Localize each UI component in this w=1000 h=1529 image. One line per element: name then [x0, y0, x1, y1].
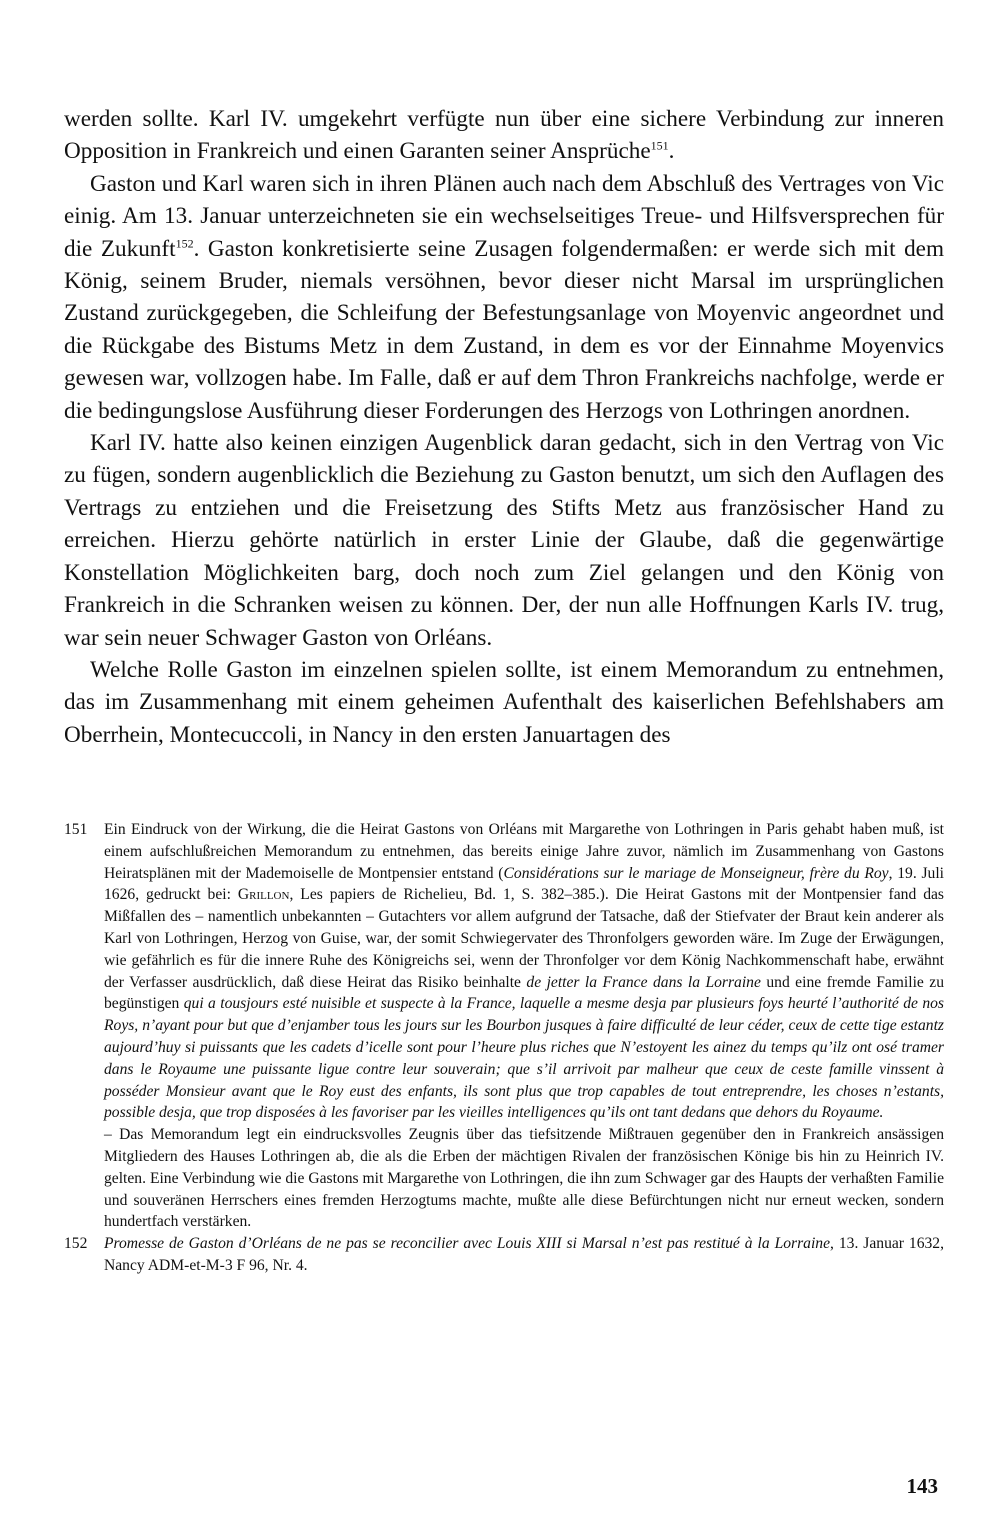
- footnote-151-part-1: Ein Eindruck von der Wirkung, die die Heirat Gastons von Orléans mit Margarethe von Lothringen in Paris gehabt haben muß, ist einem aufschlußreichen Memorandum zu entnehmen, das bereits einige Jahre zuvor, nämlich im Zusammenhang von Gastons Heiratsplänen mit der Mademoiselle de Montpensier entstand (: [104, 821, 944, 882]
- paragraph-3: Karl IV. hatte also keinen einzigen Augenblick daran gedacht, sich in den Vertrag von Vic zu fügen, sondern augenblicklich die Beziehung zu Gaston benutzt, um sich den Auflagen des Vertrags zu entziehen und die Freisetzung des Stifts Metz aus französischer Hand zu erreichen. Hierzu gehörte natürlich in erster Linie der Glaube, daß die gegenwärtige Konstellation Möglichkeiten barg, doch noch zum Ziel gelangen und den König von Frankreich in die Schranken weisen zu können. Der, der nun alle Hoffnungen Karls IV. trug, war sein neuer Schwager Gaston von Orléans.: [64, 430, 944, 651]
- footnotes: [64, 819, 944, 1277]
- footnote-152-number: 152: [64, 1235, 88, 1253]
- footnote-ref-152[interactable]: 152: [175, 235, 194, 250]
- paragraph-1-text: werden sollte. Karl IV. umgekehrt verfügte nun über eine sichere Verbindung zur inneren Opposition in Frankreich und einen Garanten seiner Ansprüche: [64, 106, 944, 165]
- footnote-151-part-3: , Les papiers de Richelieu, Bd. 1, S. 382–385.). Die Heirat Gastons mit der Montpensier fand das Mißfallen des – namentlich unbekannten – Gutachters vor allem aufgrund der Tatsache, daß der Stiefvater der Braut kein anderer als Karl von Lothringen, Herzog von Guise, war, der somit Schwiegervater des Thronfolgers geworden wäre. Im Zuge der Erwägungen, wie gefährlich es für die innere Ruhe des Königreichs sei, wenn der Thronfolger vor dem König Nachkommenschaft habe, erwähnt der Verfasser ausdrücklich, daß diese Heirat das Risiko beinhalte: [104, 886, 944, 991]
- footnote-151-quote-2: qui a tousjours esté nuisible et suspecte à la France, laquelle a mesme desja par plusieurs foys heurté l’authorité de nos Roys, n’ayant pour but que d’enjamber tous les jours sur les Bourbon jusques à faire difficulté de leur céder, ceux de cette tige estantz aujourd’huy si puissants que les cadets d’icelle sont pour l’heure plus riches que N’estoyent les ainez du temps qu’ilz ont osé tramer dans le Royaume une puissante ligue contre leur souverain; que s’il arrivoit par malheur que ceux de ceste famille vinssent à posséder Monsieur avant que le Roy eust des enfants, ils sont plus que trop capables de tout entreprendre, les choses n’estants, possible desja, que trop disposées à les favoriser par les vieilles intelligences qu’ils ont tant dedans que dehors du Royaume.: [104, 995, 944, 1122]
- footnote-151-text: [104, 819, 944, 1124]
- footnote-151-author: Grillon: [237, 886, 290, 904]
- footnote-152-source: , 13. Januar 1632, Nancy ADM-et-M-3 F 96, Nr. 4.: [104, 1235, 945, 1274]
- footnote-152: [64, 1233, 944, 1277]
- page-number: 143: [906, 1474, 938, 1498]
- paragraph-2-text: Gaston und Karl waren sich in ihren Plänen auch nach dem Abschluß des Vertrages von Vic einig. Am 13. Januar unterzeichneten sie ein wechselseitiges Treue- und Hilfsversprechen für die Zukunft: [64, 170, 944, 262]
- footnote-151-number: 151: [64, 821, 88, 838]
- footnote-151-part-2: , 19. Juli 1626, gedruckt bei:: [104, 864, 945, 904]
- paragraph-2: [64, 168, 944, 427]
- body-text: [64, 103, 944, 751]
- footnote-151-continuation: – Das Memorandum legt ein eindrucksvolles Zeugnis über das tiefsitzende Mißtrauen gegenüber den in Frankreich ansässigen Mitgliedern des Hauses Lothringen ab, die als die Erben der mächtigen Rivalen der französischen Könige bis hin zu Heinrich IV. gelten. Eine Verbindung wie die Gastons mit Margarethe von Lothringen, die ihn zum Schwager gar des Haupts der verhaßten Familie und souveränen Herrschers eines fremden Herzogtums machte, mußte alle diese Befürchtungen nicht nur erneut wecken, sondern hundertfach verstärken.: [104, 1126, 944, 1231]
- footnote-151-quote-1: de jetter la France dans la Lorraine: [526, 973, 761, 991]
- footnote-152-title: Promesse de Gaston d’Orléans de ne pas se reconcilier avec Louis XIII si Marsal n’est pas restitué à la Lorraine: [104, 1235, 831, 1253]
- footnote-151-title: Considérations sur le mariage de Monseigneur, frère du Roy: [503, 864, 889, 882]
- paragraph-1: [64, 103, 944, 168]
- footnote-ref-151[interactable]: 151: [650, 138, 669, 153]
- footnote-151-part-4: und eine fremde Familie zu begünstigen: [104, 973, 945, 1013]
- paragraph-4: Welche Rolle Gaston im einzelnen spielen sollte, ist einem Memorandum zu entnehmen, das im Zusammenhang mit einem geheimen Aufenthalt des kaiserlichen Befehlshabers am Oberrhein, Montecuccoli, in Nancy in den ersten Januartagen des: [64, 656, 944, 748]
- main-text: [64, 103, 944, 751]
- paragraph-1-text-end: .: [668, 138, 675, 165]
- footnote-152-text: [104, 1233, 944, 1277]
- paragraph-2-text-end: . Gaston konkretisierte seine Zusagen folgendermaßen: er werde sich mit dem König, seinem Bruder, niemals versöhnen, bevor dieser nicht Marsal im ursprünglichen Zustand zurückgegeben, die Schleifung der Befestungsanlage von Moyenvic angeordnet und die Rückgabe des Bistums Metz in dem Zustand, in dem es vor der Einnahme Moyenvics gewesen war, vollzogen habe. Im Falle, daß er auf dem Thron Frankreichs nachfolge, werde er die bedingungslose Ausführung dieser Forderungen des Herzogs von Lothringen anordnen.: [64, 235, 944, 424]
- footnote-151: [64, 819, 944, 1233]
